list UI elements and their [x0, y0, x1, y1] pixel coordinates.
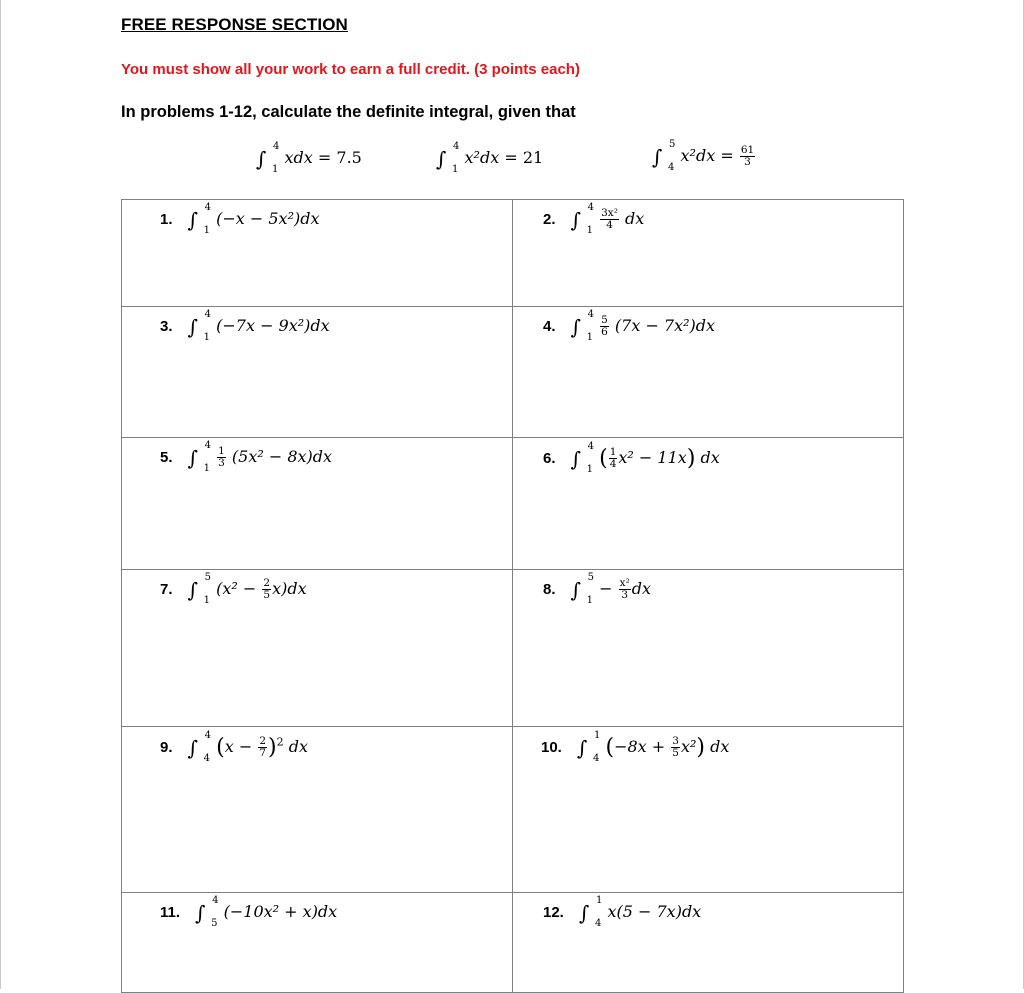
integral-sign: ∫ 1 4 [576, 730, 601, 764]
integrand-tail: x)dx [272, 579, 307, 599]
given-fact-1: ∫ 4 1 xdx = 7.5 [256, 141, 362, 175]
given-fact-3: ∫ 5 4 x²dx = $\frac{61}{3}$ [652, 139, 755, 174]
problem-number: 6. [543, 450, 556, 467]
problem-number: 7. [160, 581, 173, 599]
given-integrand: x²dx [680, 146, 716, 166]
integral-sign: ∫ 4 1 [436, 141, 460, 175]
integrand-tail: (5x² − 8x)dx [231, 447, 333, 467]
given-result-fraction: $\frac{61}{3}$ [740, 144, 755, 169]
problem-number: 1. [160, 211, 173, 228]
given-fact-2: ∫ 4 1 x²dx = 21 [436, 141, 544, 175]
problem-number: 4. [543, 318, 556, 336]
given-integrand: x²dx [464, 148, 500, 167]
section-heading: FREE RESPONSE SECTION [121, 15, 348, 34]
answer-box-12[interactable] [513, 893, 904, 993]
integral-sign: ∫ 5 1 [570, 572, 595, 607]
minus-sign: − [599, 579, 613, 599]
answer-box-3[interactable] [122, 307, 513, 438]
given-result: 7.5 [336, 148, 362, 167]
integral-sign: ∫ 5 4 [652, 139, 676, 174]
left-paren: ( [599, 446, 608, 471]
answer-box-9[interactable] [122, 727, 513, 893]
integral-sign: ∫ 4 1 [570, 441, 595, 475]
problem-11 [122, 893, 512, 929]
problem-5 [122, 438, 512, 475]
problem-12 [513, 893, 903, 929]
problem-number: 10. [541, 739, 562, 756]
integrand-body: x² − 11x [618, 448, 687, 467]
right-paren: ) [268, 735, 277, 760]
problem-8 [513, 570, 903, 607]
integrand-tail: (7x − 7x²)dx [614, 316, 716, 336]
fraction: $\frac{\text{3x²}}{4}$ [601, 207, 618, 232]
integral-sign: ∫ 4 1 [187, 202, 212, 236]
integral-sign: ∫ 4 1 [570, 309, 595, 344]
integrand-tail: dx [288, 737, 308, 756]
answer-box-4[interactable] [513, 307, 904, 438]
answer-box-7[interactable] [122, 570, 513, 727]
right-paren: ) [686, 446, 696, 471]
fraction: $\frac{1}{3}$ [218, 445, 225, 470]
answer-box-2[interactable] [513, 200, 904, 307]
integrand: (−x − 5x²)dx [216, 209, 320, 228]
integrand-tail: dx [625, 209, 645, 229]
answer-box-6[interactable] [513, 438, 904, 570]
problem-10 [513, 727, 903, 764]
problem-2 [513, 200, 903, 237]
problem-number: 3. [160, 318, 173, 335]
given-result: 21 [522, 148, 544, 167]
integrand-body: −8x + [614, 737, 666, 756]
integral-sign: ∫ 4 5 [195, 895, 219, 929]
problem-grid [121, 199, 904, 993]
answer-box-10[interactable] [513, 727, 904, 893]
integrand: (−7x − 9x²)dx [216, 316, 330, 335]
problem-3 [122, 307, 512, 343]
left-paren: ( [605, 735, 615, 760]
page-edge-left [0, 0, 1, 989]
integral-sign: ∫ 1 4 [578, 895, 603, 929]
problem-4 [513, 307, 903, 344]
problem-6 [513, 438, 903, 475]
left-paren: ( [216, 735, 225, 760]
integral-sign: ∫ 4 1 [187, 440, 212, 475]
answer-box-1[interactable] [122, 200, 513, 307]
problem-number: 8. [543, 581, 556, 599]
instruction-text: You must show all your work to earn a full credit. (3 points each) [121, 61, 580, 78]
integral-sign: ∫ 4 1 [256, 141, 280, 175]
problem-number: 9. [160, 739, 173, 756]
right-paren: ) [696, 735, 705, 760]
integrand-body: (x² − [216, 579, 257, 599]
problem-7 [122, 570, 512, 607]
integral-sign: ∫ 4 1 [570, 202, 595, 237]
integrand-tail: dx [710, 737, 730, 756]
integral-sign: ∫ 4 1 [187, 309, 212, 343]
fraction: $\frac{\text{x²}}{3}$ [619, 577, 630, 602]
problem-number: 5. [160, 449, 173, 467]
fraction: $\frac{1}{4}$ [609, 445, 617, 470]
intro-text: In problems 1-12, calculate the definite integral, given that [121, 103, 576, 121]
fraction: $\frac{5}{6}$ [601, 314, 608, 339]
integrand-tail: dx [700, 448, 720, 467]
problem-9 [122, 727, 512, 764]
integral-sign: ∫ 5 1 [187, 572, 212, 607]
problem-number: 2. [543, 211, 556, 229]
fraction: $\frac{3}{5}$ [672, 734, 679, 759]
integrand-tail: dx [631, 579, 652, 599]
exponent: 2 [276, 735, 284, 749]
fraction: $\frac{2}{7}$ [259, 734, 267, 759]
integrand: x(5 − 7x)dx [607, 902, 702, 921]
integrand-body: x − [224, 737, 253, 756]
answer-box-5[interactable] [122, 438, 513, 570]
answer-box-11[interactable] [122, 893, 513, 993]
answer-box-8[interactable] [513, 570, 904, 727]
problem-number: 12. [543, 904, 564, 921]
problem-1 [122, 200, 512, 236]
integrand: (−10x² + x)dx [223, 902, 338, 921]
integrand-post: x² [680, 737, 697, 756]
problem-number: 11. [160, 904, 181, 921]
integral-sign: ∫ 4 4 [187, 730, 212, 764]
given-integrand: xdx [284, 148, 313, 167]
fraction: $\frac{2}{5}$ [263, 577, 271, 602]
